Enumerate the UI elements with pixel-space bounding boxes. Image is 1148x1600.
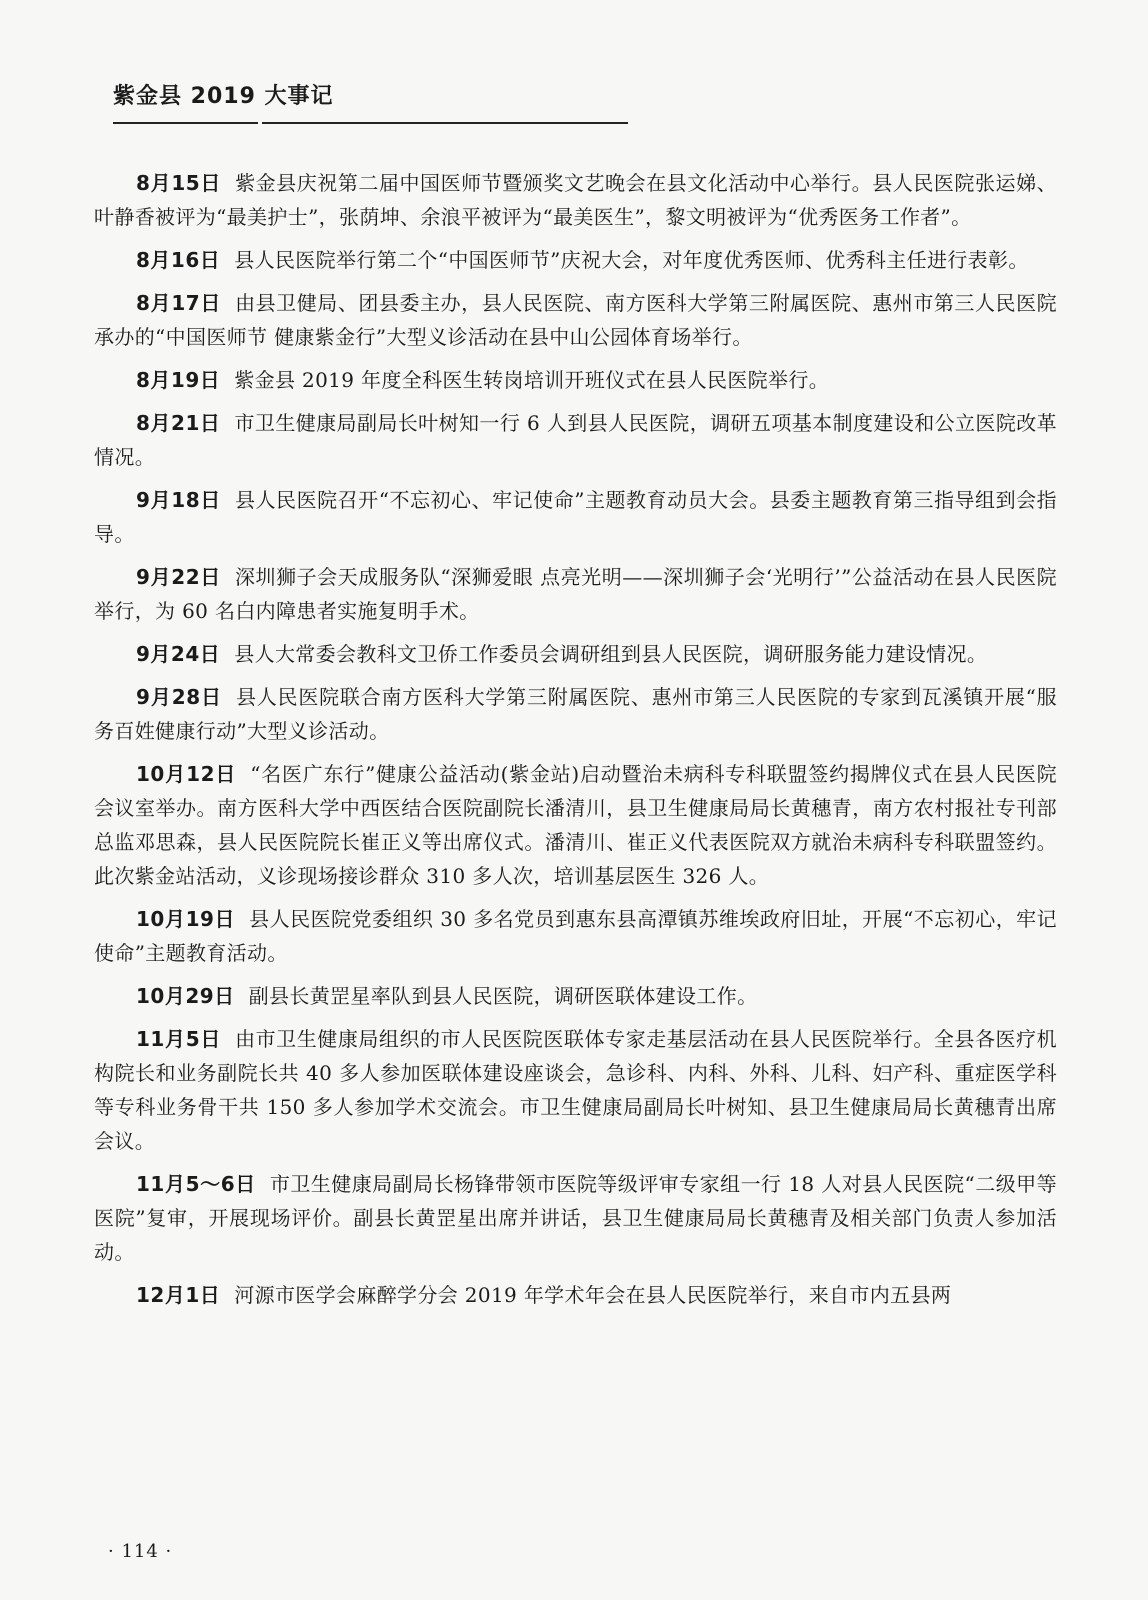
- header-rule-left: [113, 122, 258, 124]
- entry-aug-16: [94, 243, 1057, 277]
- entry-date: 10月19日: [136, 907, 236, 931]
- entry-text: 紫金县 2019 年度全科医生转岗培训开班仪式在县人民医院举行。: [234, 368, 830, 392]
- entry-date: 8月17日: [136, 291, 222, 315]
- entry-text: 市卫生健康局副局长杨锋带领市医院等级评审专家组一行 18 人对县人民医院“二级甲等医院”复审，开展现场评价。副县长黄罡星出席并讲话，县卫生健康局局长黄穗青及相关部门负责人参加活动。: [94, 1172, 1057, 1264]
- entry-date: 8月16日: [136, 248, 221, 272]
- entry-aug-21: [94, 406, 1057, 474]
- entry-oct-19: [94, 902, 1057, 970]
- entry-text: 由县卫健局、团县委主办，县人民医院、南方医科大学第三附属医院、惠州市第三人民医院承办的“中国医师节 健康紫金行”大型义诊活动在县中山公园体育场举行。: [94, 291, 1057, 349]
- entry-text: 县人民医院召开“不忘初心、牢记使命”主题教育动员大会。县委主题教育第三指导组到会指导。: [94, 488, 1057, 546]
- entry-sep-24: [94, 637, 1057, 671]
- entry-sep-28: [94, 680, 1057, 748]
- entry-text: 县人大常委会教科文卫侨工作委员会调研组到县人民医院，调研服务能力建设情况。: [234, 642, 988, 666]
- header-rule: [113, 122, 653, 126]
- entry-aug-15: [94, 166, 1057, 234]
- header-rule-right: [262, 122, 628, 124]
- chronicle-entries: [94, 166, 1057, 1321]
- entry-oct-12: [94, 757, 1057, 893]
- entry-date: 10月29日: [136, 984, 235, 1008]
- entry-text: 县人民医院党委组织 30 多名党员到惠东县高潭镇苏维埃政府旧址，开展“不忘初心，牢记使命”主题教育活动。: [94, 907, 1057, 965]
- entry-date: 10月12日: [136, 762, 237, 786]
- entry-sep-22: [94, 560, 1057, 628]
- entry-text: 县人民医院举行第二个“中国医师节”庆祝大会，对年度优秀医师、优秀科主任进行表彰。: [234, 248, 1029, 272]
- entry-date: 8月15日: [136, 171, 222, 195]
- entry-date: 8月19日: [136, 368, 221, 392]
- entry-date: 9月24日: [136, 642, 221, 666]
- entry-text: 河源市医学会麻醉学分会 2019 年学术年会在县人民医院举行，来自市内五县两: [234, 1283, 952, 1307]
- entry-text: 县人民医院联合南方医科大学第三附属医院、惠州市第三人民医院的专家到瓦溪镇开展“服务百姓健康行动”大型义诊活动。: [94, 685, 1058, 743]
- entry-nov-5-6: [94, 1167, 1057, 1269]
- entry-date: 11月5日: [136, 1027, 222, 1051]
- entry-date: 9月28日: [136, 685, 222, 709]
- running-header-title: 紫金县 2019 大事记: [113, 84, 334, 109]
- entry-date: 11月5～6日: [136, 1172, 256, 1196]
- entry-date: 9月18日: [136, 488, 221, 512]
- entry-date: 9月22日: [136, 565, 221, 589]
- page-number: · 114 ·: [108, 1541, 173, 1562]
- entry-aug-19: [94, 363, 1057, 397]
- entry-text: “名医广东行”健康公益活动(紫金站)启动暨治未病科专科联盟签约揭牌仪式在县人民医院会议室举办。南方医科大学中西医结合医院副院长潘清川，县卫生健康局局长黄穗青，南方农村报社专刊部总监邓思森，县人民医院院长崔正义等出席仪式。潘清川、崔正义代表医院双方就治未病科专科联盟签约。此次紫金站活动，义诊现场接诊群众 310 多人次，培训基层医生 326 人。: [94, 762, 1057, 888]
- running-header: [113, 84, 653, 126]
- entry-text: 由市卫生健康局组织的市人民医院医联体专家走基层活动在县人民医院举行。全县各医疗机构院长和业务副院长共 40 多人参加医联体建设座谈会，急诊科、内科、外科、儿科、妇产科、重症医学科等专科业务骨干共 150 多人参加学术交流会。市卫生健康局副局长叶树知、县卫生健康局局长黄穗青出席会议。: [94, 1027, 1057, 1153]
- entry-text: 副县长黄罡星率队到县人民医院，调研医联体建设工作。: [248, 984, 758, 1008]
- entry-aug-17: [94, 286, 1057, 354]
- entry-dec-1: [94, 1278, 1057, 1312]
- entry-text: 深圳狮子会天成服务队“深狮爱眼 点亮光明——深圳狮子会‘光明行’”公益活动在县人民医院举行，为 60 名白内障患者实施复明手术。: [94, 565, 1057, 623]
- entry-date: 12月1日: [136, 1283, 221, 1307]
- entry-date: 8月21日: [136, 411, 221, 435]
- entry-sep-18: [94, 483, 1057, 551]
- entry-oct-29: [94, 979, 1057, 1013]
- entry-nov-5: [94, 1022, 1057, 1158]
- entry-text: 紫金县庆祝第二届中国医师节暨颁奖文艺晚会在县文化活动中心举行。县人民医院张运娣、叶静香被评为“最美护士”，张荫坤、余浪平被评为“最美医生”，黎文明被评为“优秀医务工作者”。: [94, 171, 1057, 229]
- entry-text: 市卫生健康局副局长叶树知一行 6 人到县人民医院，调研五项基本制度建设和公立医院改革情况。: [94, 411, 1058, 469]
